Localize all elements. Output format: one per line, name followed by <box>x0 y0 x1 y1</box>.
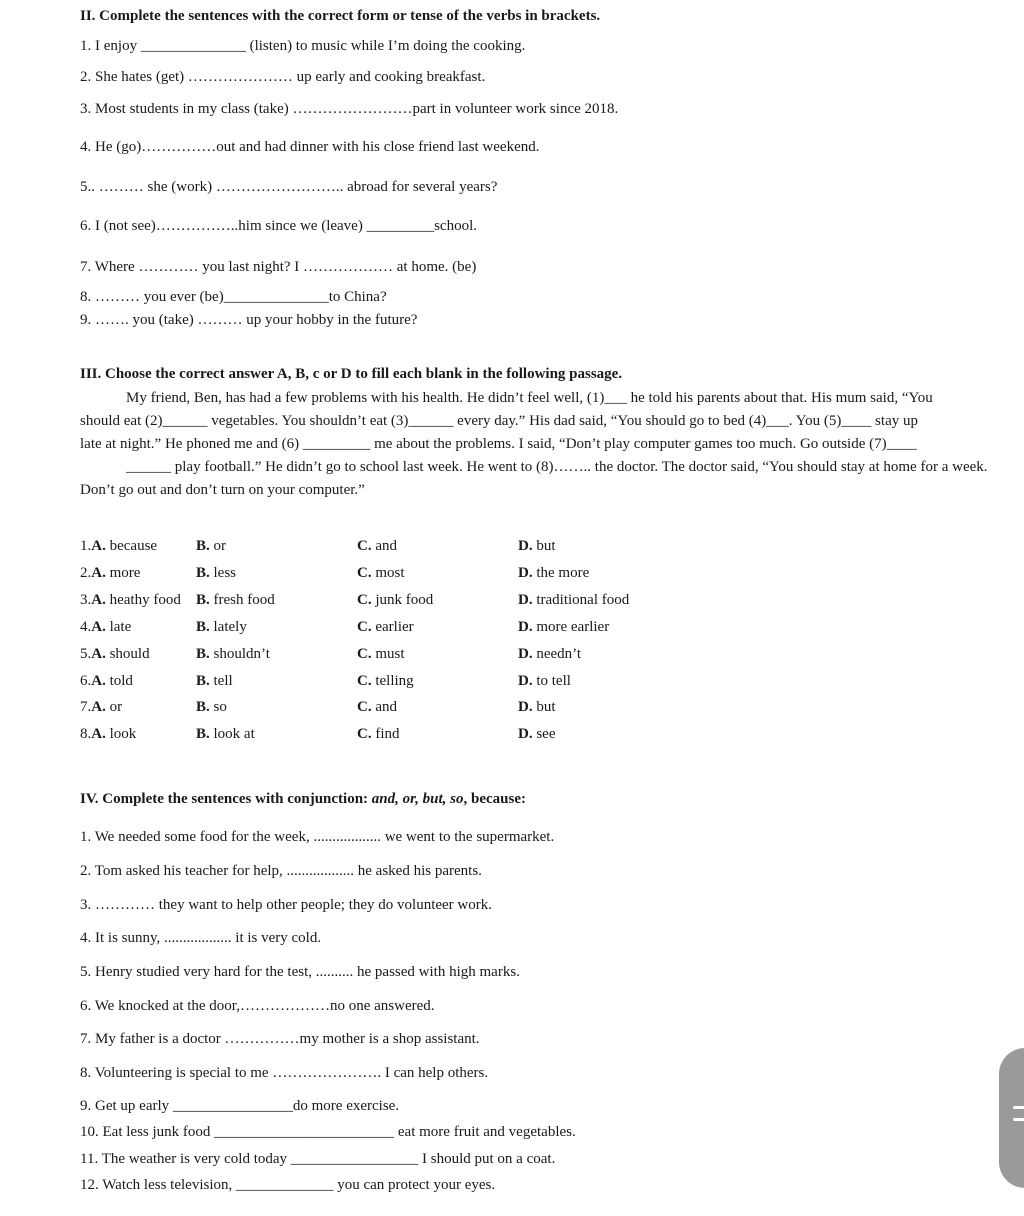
answer-option-row <box>80 698 780 716</box>
option-letter: D. <box>518 673 537 689</box>
option-text: telling <box>375 673 414 689</box>
section-4-item: 3. ………… they want to help other people; they do volunteer work. <box>80 897 492 913</box>
section-2-item: 2. She hates (get) ………………… up early and cooking breakfast. <box>80 69 486 85</box>
option-letter: C. <box>357 673 376 689</box>
option-letter: C. <box>357 699 376 715</box>
option-text: traditional food <box>536 592 630 608</box>
option-b <box>196 591 275 609</box>
option-letter: A. <box>91 673 110 689</box>
option-c <box>357 591 433 609</box>
option-text: but <box>536 699 556 715</box>
section-4-item: 4. It is sunny, .................. it is very cold. <box>80 930 322 946</box>
option-text: and <box>375 538 398 554</box>
answer-option-row <box>80 537 780 555</box>
option-letter: B. <box>196 699 214 715</box>
section-4-item: 10. Eat less junk food ________________________ eat more fruit and vegetables. <box>80 1124 576 1140</box>
option-text: told <box>109 673 133 689</box>
option-c <box>357 645 405 663</box>
question-number: 5. <box>80 646 92 662</box>
option-b <box>196 725 255 743</box>
option-letter: D. <box>518 592 537 608</box>
section-2-item: 5.. ……… she (work) …………………….. abroad for several years? <box>80 179 498 195</box>
option-text: tell <box>213 673 233 689</box>
section-3-heading: III. Choose the correct answer A, B, c or D to fill each blank in the following passage. <box>80 366 623 382</box>
option-c <box>357 564 405 582</box>
option-b <box>196 672 233 690</box>
section-2-item: 6. I (not see)……………..him since we (leave) _________school. <box>80 218 477 234</box>
answer-option-row <box>80 672 780 690</box>
option-letter: D. <box>518 699 537 715</box>
question-number: 6. <box>80 673 92 689</box>
option-a <box>80 698 122 716</box>
option-d <box>518 725 556 743</box>
passage-line: should eat (2)______ vegetables. You shouldn’t eat (3)______ every day.” His dad said, “You should go to bed (4)___. You (5)____ stay up <box>80 413 918 429</box>
option-text: find <box>375 726 400 742</box>
option-letter: A. <box>91 565 110 581</box>
option-text: heathy food <box>109 592 181 608</box>
option-c <box>357 725 400 743</box>
passage-line: Don’t go out and don’t turn on your computer.” <box>80 482 365 498</box>
section-4-heading-conjunctions: and, or, but, so <box>371 791 464 807</box>
option-b <box>196 698 227 716</box>
option-text: or <box>109 699 123 715</box>
option-text: should <box>109 646 150 662</box>
option-text: shouldn’t <box>213 646 270 662</box>
section-4-item: 7. My father is a doctor ……………my mother is a shop assistant. <box>80 1031 480 1047</box>
answer-option-row <box>80 618 780 636</box>
option-letter: C. <box>357 565 376 581</box>
handle-grip-icon <box>1013 1106 1024 1109</box>
option-a <box>80 537 157 555</box>
option-text: most <box>375 565 405 581</box>
option-d <box>518 564 589 582</box>
option-letter: A. <box>91 699 110 715</box>
option-d <box>518 537 556 555</box>
option-letter: B. <box>196 565 214 581</box>
answer-option-row <box>80 725 780 743</box>
option-letter: D. <box>518 565 537 581</box>
option-d <box>518 672 571 690</box>
handle-grip-icon <box>1013 1118 1024 1121</box>
option-letter: B. <box>196 538 214 554</box>
option-d <box>518 618 609 636</box>
question-number: 7. <box>80 699 92 715</box>
option-text: see <box>536 726 556 742</box>
option-d <box>518 645 581 663</box>
option-letter: C. <box>357 592 376 608</box>
option-letter: B. <box>196 592 214 608</box>
section-4-item: 2. Tom asked his teacher for help, .................. he asked his parents. <box>80 863 482 879</box>
option-d <box>518 698 556 716</box>
option-letter: C. <box>357 538 376 554</box>
option-letter: A. <box>91 538 110 554</box>
section-3-passage <box>80 387 1024 502</box>
option-text: needn’t <box>536 646 582 662</box>
question-number: 2. <box>80 565 92 581</box>
option-text: fresh food <box>213 592 275 608</box>
section-4-item: 12. Watch less television, _____________ you can protect your eyes. <box>80 1177 496 1193</box>
option-b <box>196 645 270 663</box>
question-number: 4. <box>80 619 92 635</box>
question-number: 1. <box>80 538 92 554</box>
option-text: the more <box>536 565 590 581</box>
section-4-heading-prefix: IV. Complete the sentences with conjunction: <box>80 791 372 807</box>
option-text: more <box>109 565 141 581</box>
option-letter: B. <box>196 619 214 635</box>
option-letter: C. <box>357 619 376 635</box>
option-a <box>80 672 133 690</box>
option-text: but <box>536 538 556 554</box>
option-text: late <box>109 619 132 635</box>
option-c <box>357 537 397 555</box>
option-b <box>196 618 247 636</box>
question-number: 3. <box>80 592 92 608</box>
option-letter: D. <box>518 538 537 554</box>
floating-handle[interactable] <box>999 1048 1024 1188</box>
section-4-heading <box>80 790 526 808</box>
section-4-item: 1. We needed some food for the week, .................. we went to the supermarket. <box>80 829 555 845</box>
option-letter: D. <box>518 646 537 662</box>
option-text: junk food <box>375 592 434 608</box>
option-text: less <box>213 565 237 581</box>
question-number: 8. <box>80 726 92 742</box>
passage-line: ______ play football.” He didn’t go to school last week. He went to (8)…….. the doctor. The doctor said, “You should stay at home for a week. <box>126 459 988 475</box>
option-letter: A. <box>91 646 110 662</box>
option-text: lately <box>213 619 247 635</box>
answer-option-row <box>80 645 780 663</box>
option-text: and <box>375 699 398 715</box>
option-a <box>80 645 150 663</box>
option-letter: B. <box>196 726 214 742</box>
section-4-item: 6. We knocked at the door,………………no one answered. <box>80 998 435 1014</box>
option-c <box>357 698 397 716</box>
section-2-item: 1. I enjoy ______________ (listen) to music while I’m doing the cooking. <box>80 38 526 54</box>
section-4-item: 5. Henry studied very hard for the test, .......... he passed with high marks. <box>80 964 520 980</box>
option-letter: B. <box>196 673 214 689</box>
option-text: to tell <box>536 673 571 689</box>
option-text: look at <box>213 726 255 742</box>
option-letter: D. <box>518 726 537 742</box>
section-2-item: 3. Most students in my class (take) ……………………part in volunteer work since 2018. <box>80 101 619 117</box>
option-text: must <box>375 646 405 662</box>
section-2-item: 7. Where ………… you last night? I ……………… at home. (be) <box>80 259 477 275</box>
option-b <box>196 564 236 582</box>
passage-line: late at night.” He phoned me and (6) _________ me about the problems. I said, “Don’t play computer games too much. Go outside (7)____ <box>80 436 917 452</box>
section-2-item: 8. ……… you ever (be)______________to China? <box>80 289 387 305</box>
option-text: so <box>213 699 227 715</box>
option-c <box>357 672 414 690</box>
option-text: or <box>213 538 227 554</box>
option-letter: C. <box>357 726 376 742</box>
option-letter: A. <box>91 726 110 742</box>
answer-option-row <box>80 591 780 609</box>
option-d <box>518 591 629 609</box>
option-b <box>196 537 226 555</box>
section-2-item: 4. He (go)……………out and had dinner with his close friend last weekend. <box>80 139 540 155</box>
option-letter: A. <box>91 592 110 608</box>
section-4-item: 8. Volunteering is special to me …………………. I can help others. <box>80 1065 489 1081</box>
option-text: more earlier <box>536 619 610 635</box>
option-text: earlier <box>375 619 414 635</box>
passage-line: My friend, Ben, has had a few problems with his health. He didn’t feel well, (1)___ he told his parents about that. His mum said, “You <box>126 390 933 406</box>
option-a <box>80 618 131 636</box>
option-text: because <box>109 538 158 554</box>
option-text: look <box>109 726 137 742</box>
option-c <box>357 618 414 636</box>
section-4-heading-suffix: , because: <box>463 791 526 807</box>
option-a <box>80 591 181 609</box>
option-letter: D. <box>518 619 537 635</box>
section-2-heading: II. Complete the sentences with the correct form or tense of the verbs in brackets. <box>80 8 601 24</box>
answer-option-row <box>80 564 780 582</box>
option-letter: C. <box>357 646 376 662</box>
option-a <box>80 564 140 582</box>
section-4-item: 11. The weather is very cold today _________________ I should put on a coat. <box>80 1151 556 1167</box>
option-letter: B. <box>196 646 214 662</box>
section-4-item: 9. Get up early ________________do more exercise. <box>80 1098 400 1114</box>
option-letter: A. <box>91 619 110 635</box>
option-a <box>80 725 136 743</box>
section-2-item: 9. ……. you (take) ……… up your hobby in the future? <box>80 312 418 328</box>
